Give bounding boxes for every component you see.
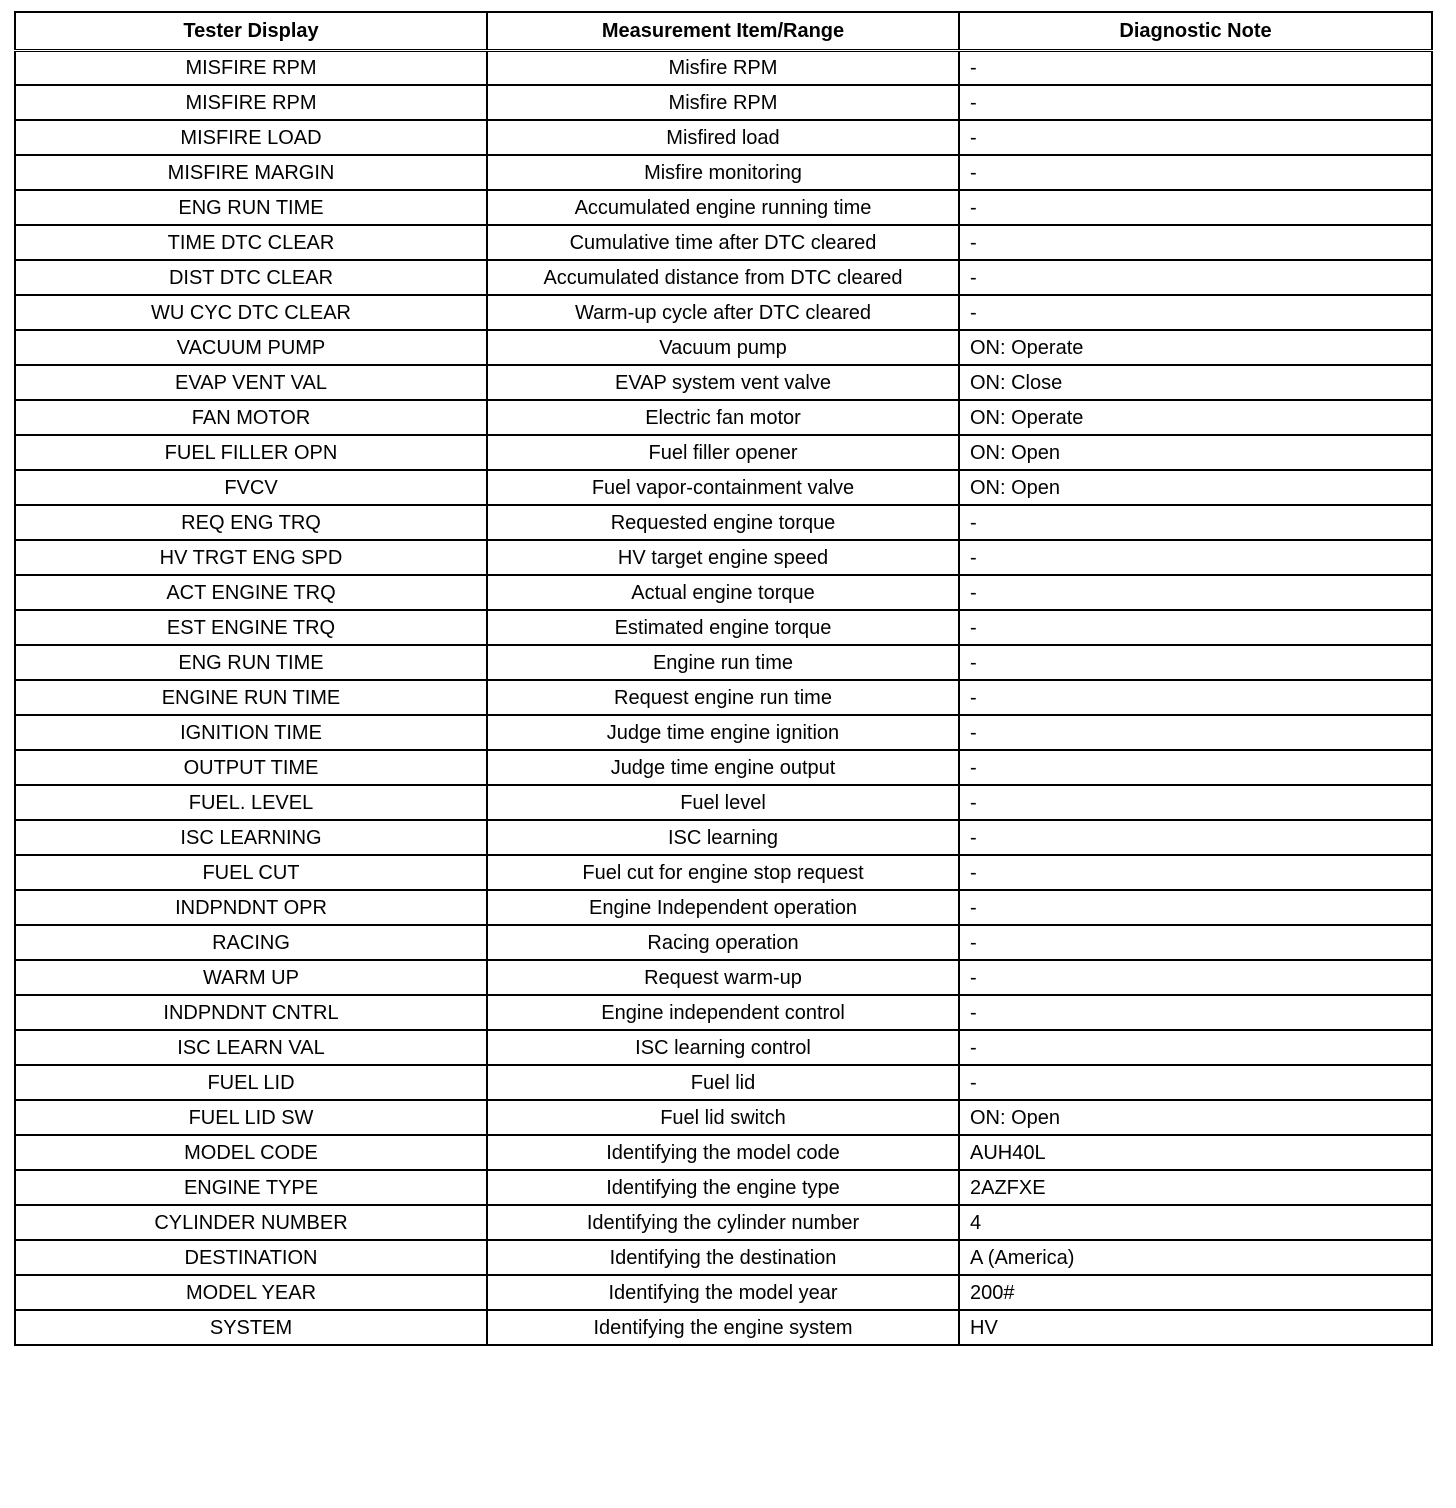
- measurement-item-cell: Judge time engine ignition: [487, 715, 959, 750]
- diagnostic-note-cell: ON: Open: [959, 435, 1432, 470]
- tester-display-cell: OUTPUT TIME: [15, 750, 487, 785]
- measurement-item-cell: Fuel level: [487, 785, 959, 820]
- diagnostic-note-cell: AUH40L: [959, 1135, 1432, 1170]
- table-row: [15, 435, 1432, 470]
- measurement-item-cell: Electric fan motor: [487, 400, 959, 435]
- diagnostic-note-cell: -: [959, 155, 1432, 190]
- diagnostic-note-cell: -: [959, 995, 1432, 1030]
- measurement-item-cell: Vacuum pump: [487, 330, 959, 365]
- tester-display-cell: EVAP VENT VAL: [15, 365, 487, 400]
- diagnostic-note-cell: 2AZFXE: [959, 1170, 1432, 1205]
- tester-display-cell: DESTINATION: [15, 1240, 487, 1275]
- tester-display-cell: WU CYC DTC CLEAR: [15, 295, 487, 330]
- diagnostic-note-cell: -: [959, 750, 1432, 785]
- measurement-item-cell: Engine independent control: [487, 995, 959, 1030]
- diagnostic-note-cell: -: [959, 225, 1432, 260]
- measurement-item-cell: Requested engine torque: [487, 505, 959, 540]
- tester-display-cell: MODEL YEAR: [15, 1275, 487, 1310]
- tester-display-cell: MISFIRE RPM: [15, 85, 487, 120]
- table-row: [15, 1170, 1432, 1205]
- table-row: [15, 400, 1432, 435]
- diagnostic-note-cell: ON: Open: [959, 470, 1432, 505]
- diagnostic-note-cell: -: [959, 960, 1432, 995]
- measurement-item-cell: Warm-up cycle after DTC cleared: [487, 295, 959, 330]
- diagnostic-note-cell: -: [959, 680, 1432, 715]
- table-row: [15, 715, 1432, 750]
- measurement-item-cell: Misfire RPM: [487, 85, 959, 120]
- tester-display-cell: VACUUM PUMP: [15, 330, 487, 365]
- measurement-item-cell: Engine Independent operation: [487, 890, 959, 925]
- diagnostic-note-cell: ON: Operate: [959, 400, 1432, 435]
- tester-display-cell: CYLINDER NUMBER: [15, 1205, 487, 1240]
- measurement-item-cell: Judge time engine output: [487, 750, 959, 785]
- diagnostic-note-cell: -: [959, 610, 1432, 645]
- table-row: [15, 645, 1432, 680]
- tester-display-cell: ISC LEARN VAL: [15, 1030, 487, 1065]
- tester-display-cell: ACT ENGINE TRQ: [15, 575, 487, 610]
- measurement-item-cell: Fuel lid: [487, 1065, 959, 1100]
- diagnostic-note-cell: -: [959, 85, 1432, 120]
- tester-display-cell: INDPNDNT OPR: [15, 890, 487, 925]
- table-row: [15, 925, 1432, 960]
- tester-display-cell: MISFIRE RPM: [15, 50, 487, 85]
- measurement-item-cell: ISC learning control: [487, 1030, 959, 1065]
- table-row: [15, 1100, 1432, 1135]
- table-row: [15, 1065, 1432, 1100]
- table-row: [15, 85, 1432, 120]
- tester-display-cell: WARM UP: [15, 960, 487, 995]
- table-row: [15, 260, 1432, 295]
- measurement-item-cell: Identifying the engine system: [487, 1310, 959, 1345]
- tester-display-cell: ENGINE TYPE: [15, 1170, 487, 1205]
- tester-display-cell: ENGINE RUN TIME: [15, 680, 487, 715]
- diagnostic-note-cell: ON: Open: [959, 1100, 1432, 1135]
- measurement-item-cell: Identifying the cylinder number: [487, 1205, 959, 1240]
- table-row: [15, 890, 1432, 925]
- measurement-item-cell: Request warm-up: [487, 960, 959, 995]
- table-row: [15, 1310, 1432, 1345]
- diagnostic-note-cell: -: [959, 540, 1432, 575]
- measurement-item-cell: Racing operation: [487, 925, 959, 960]
- tester-display-cell: DIST DTC CLEAR: [15, 260, 487, 295]
- table-row: [15, 820, 1432, 855]
- measurement-item-cell: Engine run time: [487, 645, 959, 680]
- measurement-item-cell: Fuel lid switch: [487, 1100, 959, 1135]
- table-row: [15, 785, 1432, 820]
- table-row: [15, 575, 1432, 610]
- diagnostic-note-cell: -: [959, 855, 1432, 890]
- table-row: [15, 610, 1432, 645]
- diagnostic-note-cell: -: [959, 260, 1432, 295]
- measurement-item-cell: Identifying the engine type: [487, 1170, 959, 1205]
- diagnostic-note-cell: -: [959, 820, 1432, 855]
- table-row: [15, 960, 1432, 995]
- tester-display-cell: REQ ENG TRQ: [15, 505, 487, 540]
- diagnostic-note-cell: 200#: [959, 1275, 1432, 1310]
- tester-display-cell: ENG RUN TIME: [15, 190, 487, 225]
- table-row: [15, 750, 1432, 785]
- diagnostic-note-cell: -: [959, 925, 1432, 960]
- diagnostic-note-cell: ON: Operate: [959, 330, 1432, 365]
- table-row: [15, 505, 1432, 540]
- tester-data-table: [14, 11, 1433, 1346]
- tester-display-cell: SYSTEM: [15, 1310, 487, 1345]
- tester-display-cell: ENG RUN TIME: [15, 645, 487, 680]
- diagnostic-note-cell: 4: [959, 1205, 1432, 1240]
- measurement-item-cell: Identifying the model code: [487, 1135, 959, 1170]
- tester-display-cell: IGNITION TIME: [15, 715, 487, 750]
- table-row: [15, 470, 1432, 505]
- table-row: [15, 1030, 1432, 1065]
- measurement-item-cell: Identifying the destination: [487, 1240, 959, 1275]
- diagnostic-note-cell: HV: [959, 1310, 1432, 1345]
- table-row: [15, 1135, 1432, 1170]
- measurement-item-cell: Misfire monitoring: [487, 155, 959, 190]
- diagnostic-note-cell: -: [959, 190, 1432, 225]
- tester-display-cell: FUEL. LEVEL: [15, 785, 487, 820]
- diagnostic-note-cell: -: [959, 715, 1432, 750]
- measurement-item-cell: Identifying the model year: [487, 1275, 959, 1310]
- table-row: [15, 995, 1432, 1030]
- measurement-item-cell: Accumulated distance from DTC cleared: [487, 260, 959, 295]
- measurement-item-cell: Misfire RPM: [487, 50, 959, 85]
- table-row: [15, 1240, 1432, 1275]
- table-row: [15, 190, 1432, 225]
- tester-display-cell: INDPNDNT CNTRL: [15, 995, 487, 1030]
- tester-display-cell: MODEL CODE: [15, 1135, 487, 1170]
- measurement-item-cell: Accumulated engine running time: [487, 190, 959, 225]
- diagnostic-note-cell: ON: Close: [959, 365, 1432, 400]
- diagnostic-note-cell: A (America): [959, 1240, 1432, 1275]
- diagnostic-note-cell: -: [959, 1030, 1432, 1065]
- table-row: [15, 1275, 1432, 1310]
- table-row: [15, 225, 1432, 260]
- table-row: [15, 330, 1432, 365]
- measurement-item-cell: Request engine run time: [487, 680, 959, 715]
- table-body: [15, 50, 1432, 1345]
- measurement-item-cell: Fuel cut for engine stop request: [487, 855, 959, 890]
- header-tester-display: Tester Display: [15, 12, 487, 50]
- table-row: [15, 120, 1432, 155]
- table-row: [15, 50, 1432, 85]
- table-row: [15, 855, 1432, 890]
- tester-display-cell: EST ENGINE TRQ: [15, 610, 487, 645]
- table-row: [15, 680, 1432, 715]
- tester-display-cell: RACING: [15, 925, 487, 960]
- table-row: [15, 540, 1432, 575]
- tester-display-cell: HV TRGT ENG SPD: [15, 540, 487, 575]
- measurement-item-cell: Actual engine torque: [487, 575, 959, 610]
- measurement-item-cell: Misfired load: [487, 120, 959, 155]
- tester-display-cell: MISFIRE MARGIN: [15, 155, 487, 190]
- diagnostic-note-cell: -: [959, 505, 1432, 540]
- measurement-item-cell: ISC learning: [487, 820, 959, 855]
- diagnostic-note-cell: -: [959, 575, 1432, 610]
- tester-display-cell: FUEL FILLER OPN: [15, 435, 487, 470]
- measurement-item-cell: Fuel vapor-containment valve: [487, 470, 959, 505]
- tester-display-cell: FVCV: [15, 470, 487, 505]
- tester-display-cell: MISFIRE LOAD: [15, 120, 487, 155]
- header-measurement-item: Measurement Item/Range: [487, 12, 959, 50]
- header-diagnostic-note: Diagnostic Note: [959, 12, 1432, 50]
- diagnostic-note-cell: -: [959, 295, 1432, 330]
- table-row: [15, 155, 1432, 190]
- table-header-row: [15, 12, 1432, 50]
- measurement-item-cell: Fuel filler opener: [487, 435, 959, 470]
- measurement-item-cell: Estimated engine torque: [487, 610, 959, 645]
- tester-display-cell: FAN MOTOR: [15, 400, 487, 435]
- tester-display-cell: ISC LEARNING: [15, 820, 487, 855]
- table-row: [15, 295, 1432, 330]
- measurement-item-cell: HV target engine speed: [487, 540, 959, 575]
- diagnostic-note-cell: -: [959, 785, 1432, 820]
- measurement-item-cell: EVAP system vent valve: [487, 365, 959, 400]
- diagnostic-note-cell: -: [959, 50, 1432, 85]
- tester-display-cell: FUEL LID SW: [15, 1100, 487, 1135]
- tester-display-cell: FUEL CUT: [15, 855, 487, 890]
- tester-display-cell: TIME DTC CLEAR: [15, 225, 487, 260]
- diagnostic-note-cell: -: [959, 645, 1432, 680]
- measurement-item-cell: Cumulative time after DTC cleared: [487, 225, 959, 260]
- diagnostic-note-cell: -: [959, 890, 1432, 925]
- tester-display-cell: FUEL LID: [15, 1065, 487, 1100]
- diagnostic-note-cell: -: [959, 1065, 1432, 1100]
- diagnostic-note-cell: -: [959, 120, 1432, 155]
- table-row: [15, 365, 1432, 400]
- table-row: [15, 1205, 1432, 1240]
